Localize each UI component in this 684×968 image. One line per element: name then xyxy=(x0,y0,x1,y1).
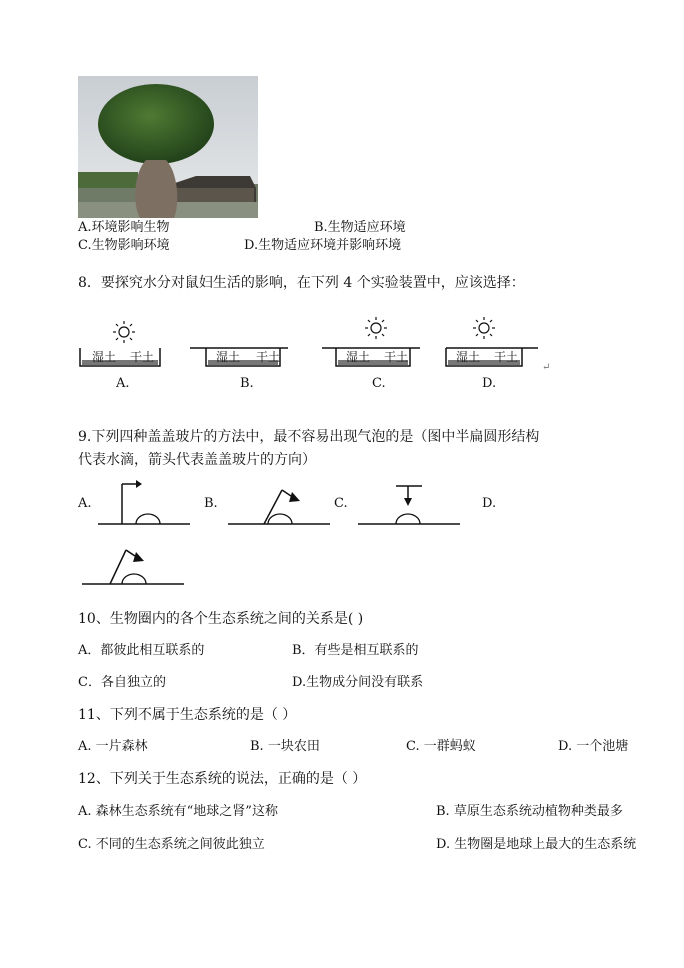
q11-option-c: C. 一群蚂蚁 xyxy=(406,739,476,754)
q8-option-b: B. xyxy=(240,376,254,391)
q10-option-a: A．都彼此相互联系的 xyxy=(78,643,205,658)
q8-stem: 8．要探究水分对鼠妇生活的影响，在下列 4 个实验装置中，应该选择： xyxy=(78,275,525,291)
q8-b-left-label: 湿土 xyxy=(216,350,241,364)
q10-option-d: D.生物成分间没有联系 xyxy=(292,675,424,690)
paragraph-mark-icon: ↵ xyxy=(542,362,551,373)
q11-stem: 11、下列不属于生态系统的是（ ） xyxy=(78,707,297,723)
q8-option-c: C. xyxy=(372,376,386,391)
q8-apparatus-d xyxy=(442,314,542,374)
q8-a-right-label: 干土 xyxy=(130,350,155,364)
q10-option-b: B．有些是相互联系的 xyxy=(292,643,419,658)
q9-diagram-c xyxy=(356,476,462,528)
q9-option-b: B. xyxy=(204,496,218,511)
q8-c-left-label: 湿土 xyxy=(346,350,371,364)
sun-icon xyxy=(365,317,387,339)
q9-diagram-d xyxy=(80,540,186,588)
q8-a-left-label: 湿土 xyxy=(92,350,117,364)
q8-c-right-label: 干土 xyxy=(384,350,409,364)
q8-apparatus-b xyxy=(190,318,290,374)
sun-icon xyxy=(473,317,495,339)
q12-option-a: A. 森林生态系统有“地球之肾”这称 xyxy=(78,804,278,819)
q9-option-a: A. xyxy=(78,496,92,511)
sun-icon xyxy=(113,321,135,343)
q8-option-d: D. xyxy=(482,376,497,391)
q11-option-d: D. 一个池塘 xyxy=(558,739,629,754)
q7-option-d: D.生物适应环境并影响环境 xyxy=(244,238,402,253)
q8-d-right-label: 干土 xyxy=(494,350,519,364)
q7-option-c: C.生物影响环境 xyxy=(78,238,170,253)
q8-b-right-label: 干土 xyxy=(256,350,281,364)
q9-stem-line-2: 代表水滴，箭头代表盖盖玻片的方向） xyxy=(78,452,316,468)
q11-option-a: A. 一片森林 xyxy=(78,739,148,754)
baobab-tree-photo xyxy=(78,76,258,218)
q12-option-c: C. 不同的生态系统之间彼此独立 xyxy=(78,837,265,852)
q8-option-a: A. xyxy=(116,376,130,391)
q7-option-b: B.生物适应环境 xyxy=(314,220,406,235)
q8-d-left-label: 湿土 xyxy=(456,350,481,364)
q9-stem-line-1: 9.下列四种盖盖玻片的方法中，最不容易出现气泡的是（图中半扁圆形结构 xyxy=(78,429,540,445)
q9-diagram-b xyxy=(226,476,332,528)
q11-option-b: B. 一块农田 xyxy=(250,739,320,754)
q10-stem: 10、生物圈内的各个生态系统之间的关系是( ) xyxy=(78,611,364,627)
q8-apparatus-c xyxy=(322,314,422,374)
q12-stem: 12、下列关于生态系统的说法，正确的是（ ） xyxy=(78,771,367,787)
q12-option-d: D. 生物圈是地球上最大的生态系统 xyxy=(436,837,637,852)
q8-apparatus-a xyxy=(76,318,168,374)
q7-option-a: A.环境影响生物 xyxy=(78,220,170,235)
q12-option-b: B. 草原生态系统动植物种类最多 xyxy=(436,804,623,819)
q10-option-c: C．各自独立的 xyxy=(78,675,166,690)
q9-diagram-a xyxy=(96,476,192,528)
q9-option-d: D. xyxy=(482,496,497,511)
q9-option-c: C. xyxy=(334,496,348,511)
